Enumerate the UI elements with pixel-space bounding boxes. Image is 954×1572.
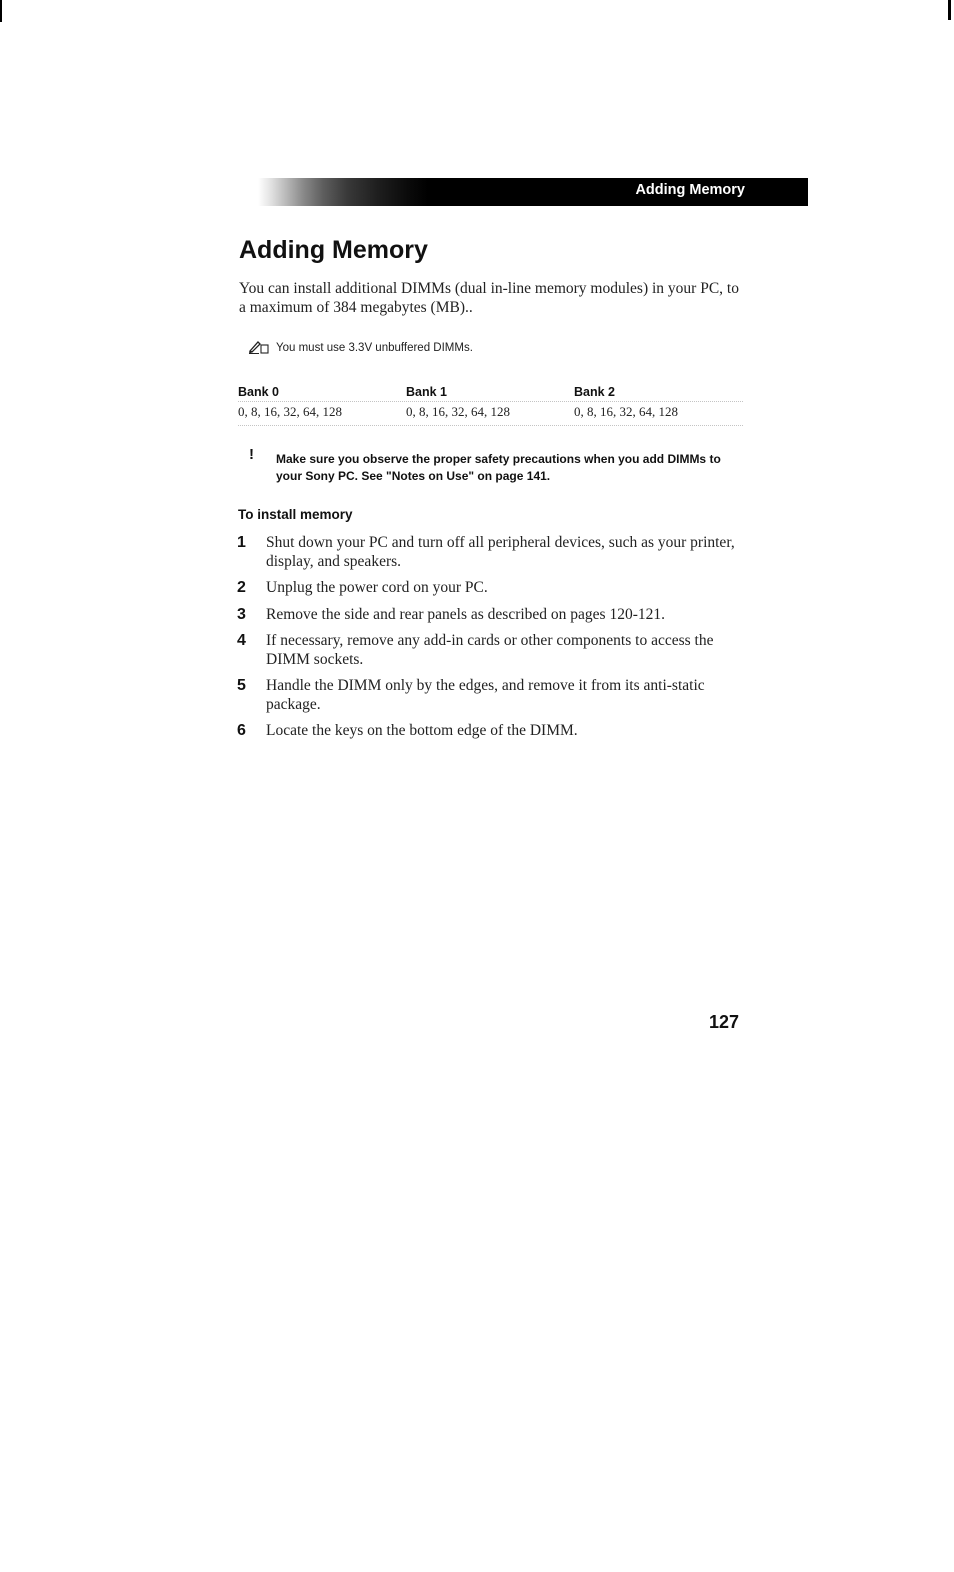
bank-values: 0, 8, 16, 32, 64, 128 xyxy=(574,404,678,419)
step-number: 4 xyxy=(237,632,246,649)
step-text: Shut down your PC and turn off all peripheral devices, such as your printer, display, and speakers. xyxy=(266,534,735,570)
scan-edge-left xyxy=(0,0,2,22)
procedure-steps xyxy=(237,534,747,749)
bank-values: 0, 8, 16, 32, 64, 128 xyxy=(238,404,342,419)
step-item xyxy=(237,579,747,598)
bank-header: Bank 1 xyxy=(406,385,447,399)
step-number: 5 xyxy=(237,677,246,694)
step-item xyxy=(237,632,747,669)
caution-icon: ! xyxy=(249,446,254,463)
step-item xyxy=(237,677,747,714)
procedure-title: To install memory xyxy=(238,507,353,522)
bank-header: Bank 0 xyxy=(238,385,279,399)
step-text: If necessary, remove any add-in cards or other components to access the DIMM sockets. xyxy=(266,632,714,668)
running-header-title: Adding Memory xyxy=(635,182,745,198)
step-item xyxy=(237,722,747,741)
table-divider xyxy=(238,425,743,426)
page-title: Adding Memory xyxy=(239,236,428,264)
step-number: 1 xyxy=(237,534,246,551)
note-text: You must use 3.3V unbuffered DIMMs. xyxy=(276,342,473,354)
step-number: 6 xyxy=(237,722,246,739)
table-divider xyxy=(238,401,743,402)
caution-text: Make sure you observe the proper safety precautions when you add DIMMs to your Sony PC. See "Notes on Use" on page 141. xyxy=(276,452,721,483)
bank-column xyxy=(406,384,576,420)
step-text: Remove the side and rear panels as described on pages 120-121. xyxy=(266,605,665,623)
step-text: Locate the keys on the bottom edge of the DIMM. xyxy=(266,722,578,739)
step-text: Unplug the power cord on your PC. xyxy=(266,579,488,596)
step-number: 3 xyxy=(237,605,246,623)
bank-column xyxy=(574,384,744,420)
bank-header: Bank 2 xyxy=(574,385,615,399)
intro-paragraph: You can install additional DIMMs (dual in-line memory modules) in your PC, to a maximum of 384 megabytes (MB).. xyxy=(239,280,739,316)
step-item xyxy=(237,534,747,571)
bank-values: 0, 8, 16, 32, 64, 128 xyxy=(406,404,510,419)
pencil-note-icon xyxy=(248,338,270,354)
running-header-bar xyxy=(258,178,808,206)
step-item xyxy=(237,606,747,625)
bank-column xyxy=(238,384,408,420)
step-number: 2 xyxy=(237,579,246,596)
page-number: 127 xyxy=(709,1012,740,1032)
step-text: Handle the DIMM only by the edges, and remove it from its anti-static package. xyxy=(266,677,705,713)
scan-edge-right xyxy=(948,0,951,20)
